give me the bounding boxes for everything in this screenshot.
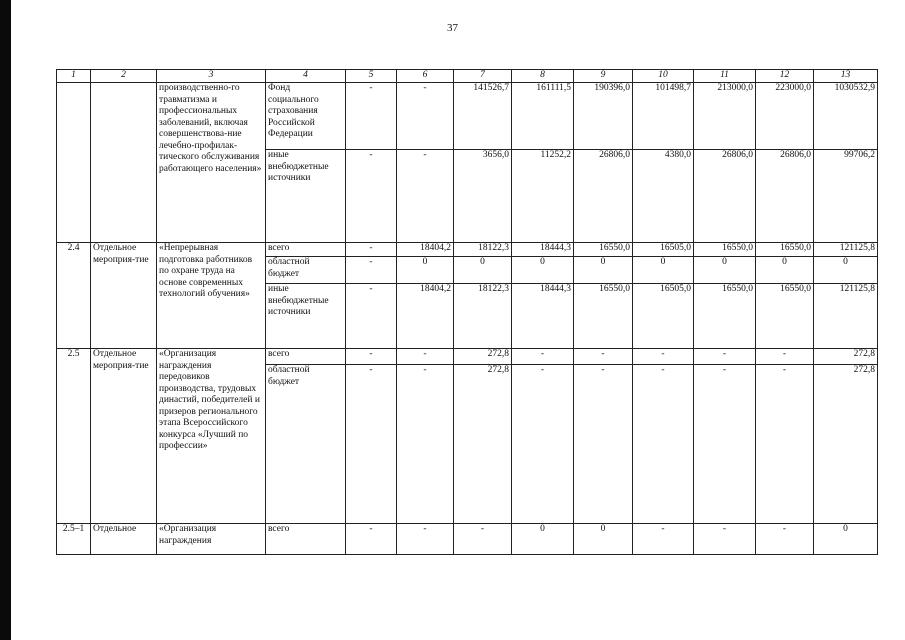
funding-source: иные внебюджетные источники <box>266 284 346 349</box>
funding-source: областной бюджет <box>266 365 346 524</box>
value-cell: 16505,0 <box>633 284 694 349</box>
value-cell: 101498,7 <box>633 83 694 150</box>
scan-margin-bar <box>0 0 11 640</box>
value-cell: - <box>454 524 512 555</box>
value-cell: - <box>756 349 814 365</box>
value-cell: 18122,3 <box>454 243 512 257</box>
col-header: 3 <box>157 70 266 83</box>
col-header: 6 <box>397 70 454 83</box>
value-cell: 26806,0 <box>694 150 756 243</box>
value-cell: - <box>346 243 397 257</box>
funding-source: областной бюджет <box>266 257 346 284</box>
value-cell: 18444,3 <box>512 284 574 349</box>
item-type: Отдельное мероприя-тие <box>91 243 157 349</box>
item-number-cell <box>57 83 91 243</box>
value-cell: 0 <box>694 257 756 284</box>
value-cell: 121125,8 <box>814 243 878 257</box>
value-cell: - <box>397 365 454 524</box>
funding-source: иные внебюджетные источники <box>266 150 346 243</box>
value-cell: 16550,0 <box>574 243 633 257</box>
value-cell: - <box>756 524 814 555</box>
item-type: Отдельное мероприя-тие <box>91 349 157 524</box>
value-cell: 18444,3 <box>512 243 574 257</box>
value-cell: - <box>397 83 454 150</box>
table-row <box>57 243 878 257</box>
value-cell: 0 <box>454 257 512 284</box>
value-cell: - <box>346 83 397 150</box>
value-cell: - <box>346 150 397 243</box>
col-header: 12 <box>756 70 814 83</box>
value-cell: 0 <box>512 257 574 284</box>
table-row <box>57 349 878 365</box>
col-header: 9 <box>574 70 633 83</box>
value-cell: - <box>633 365 694 524</box>
value-cell: 18404,2 <box>397 243 454 257</box>
value-cell: 1030532,9 <box>814 83 878 150</box>
value-cell: 0 <box>814 524 878 555</box>
value-cell: 18122,3 <box>454 284 512 349</box>
value-cell: - <box>346 524 397 555</box>
col-header: 8 <box>512 70 574 83</box>
value-cell: 272,8 <box>454 349 512 365</box>
value-cell: - <box>574 365 633 524</box>
value-cell: - <box>694 349 756 365</box>
value-cell: 0 <box>512 524 574 555</box>
item-description: производственно-го травматизма и профессиональных заболеваний, включая совершенствова-ние лечебно-профилак-тического обслуживания работающего населения» <box>157 83 266 243</box>
value-cell: - <box>694 365 756 524</box>
value-cell: 213000,0 <box>694 83 756 150</box>
col-header: 10 <box>633 70 694 83</box>
col-header: 1 <box>57 70 91 83</box>
funding-source: всего <box>266 524 346 555</box>
value-cell: 272,8 <box>814 349 878 365</box>
value-cell: 16550,0 <box>694 284 756 349</box>
value-cell: 11252,2 <box>512 150 574 243</box>
value-cell: - <box>633 349 694 365</box>
value-cell: - <box>346 365 397 524</box>
value-cell: 16505,0 <box>633 243 694 257</box>
value-cell: - <box>694 524 756 555</box>
value-cell: 26806,0 <box>574 150 633 243</box>
value-cell: 272,8 <box>454 365 512 524</box>
value-cell: 99706,2 <box>814 150 878 243</box>
value-cell: 16550,0 <box>756 243 814 257</box>
value-cell: 141526,7 <box>454 83 512 150</box>
value-cell: - <box>346 349 397 365</box>
funding-source: всего <box>266 243 346 257</box>
value-cell: - <box>397 349 454 365</box>
item-description: «Организация награждения <box>157 524 266 555</box>
value-cell: - <box>346 284 397 349</box>
value-cell: 0 <box>397 257 454 284</box>
item-number: 2.4 <box>57 243 91 349</box>
value-cell: - <box>346 257 397 284</box>
value-cell: 26806,0 <box>756 150 814 243</box>
page-number: 37 <box>447 22 458 34</box>
value-cell: 190396,0 <box>574 83 633 150</box>
value-cell: - <box>574 349 633 365</box>
item-number: 2.5–1 <box>57 524 91 555</box>
value-cell: 16550,0 <box>694 243 756 257</box>
col-header: 7 <box>454 70 512 83</box>
value-cell: 161111,5 <box>512 83 574 150</box>
value-cell: - <box>512 349 574 365</box>
col-header: 13 <box>814 70 878 83</box>
table-row <box>57 83 878 150</box>
item-description: «Непрерывная подготовка работников по охране труда на основе современных технологий обучения» <box>157 243 266 349</box>
value-cell: 0 <box>574 257 633 284</box>
col-header: 4 <box>266 70 346 83</box>
value-cell: - <box>397 524 454 555</box>
col-header: 5 <box>346 70 397 83</box>
value-cell: - <box>633 524 694 555</box>
item-type-cell <box>91 83 157 243</box>
value-cell: 16550,0 <box>756 284 814 349</box>
col-header: 2 <box>91 70 157 83</box>
column-number-row <box>57 70 878 83</box>
value-cell: 223000,0 <box>756 83 814 150</box>
funding-source: Фонд социального страхования Российской Федерации <box>266 83 346 150</box>
value-cell: 0 <box>633 257 694 284</box>
col-header: 11 <box>694 70 756 83</box>
funding-source: всего <box>266 349 346 365</box>
value-cell: - <box>397 150 454 243</box>
item-number: 2.5 <box>57 349 91 524</box>
value-cell: 16550,0 <box>574 284 633 349</box>
item-type: Отдельное <box>91 524 157 555</box>
value-cell: 4380,0 <box>633 150 694 243</box>
budget-table <box>56 69 878 555</box>
value-cell: 0 <box>814 257 878 284</box>
value-cell: 0 <box>574 524 633 555</box>
table-row <box>57 524 878 555</box>
value-cell: 18404,2 <box>397 284 454 349</box>
value-cell: 0 <box>756 257 814 284</box>
value-cell: - <box>756 365 814 524</box>
value-cell: 272,8 <box>814 365 878 524</box>
value-cell: 3656,0 <box>454 150 512 243</box>
value-cell: 121125,8 <box>814 284 878 349</box>
value-cell: - <box>512 365 574 524</box>
item-description: «Организация награждения передовиков производства, трудовых династий, победителей и призеров регионального этапа Всероссийского конкурса «Лучший по профессии» <box>157 349 266 524</box>
